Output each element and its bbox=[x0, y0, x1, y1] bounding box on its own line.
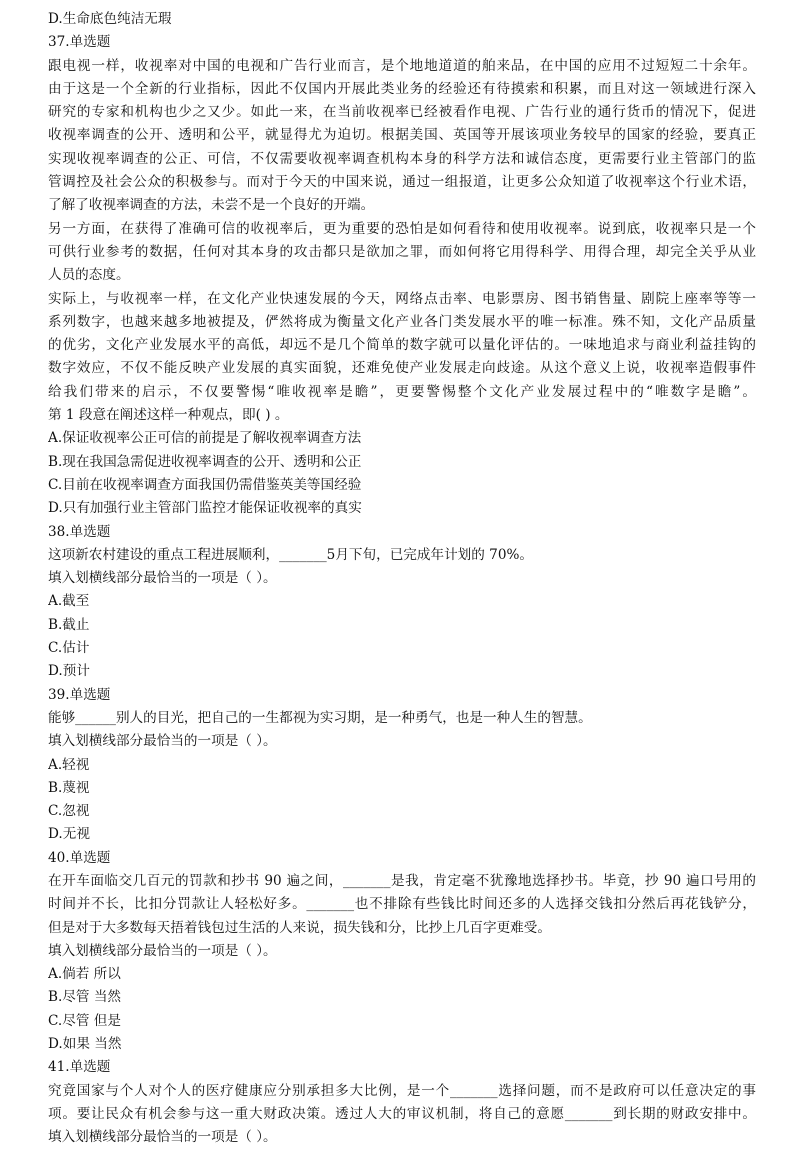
option-d[interactable]: D.只有加强行业主管部门监控才能保证收视率的真实 bbox=[48, 500, 362, 517]
passage-line: 研究的专家和机构也少之又少。如此一来，在当前收视率已经被看作电视、广告行业的通行货币的情况下，促进 bbox=[48, 104, 756, 121]
passage-line: 实际上，与收视率一样，在文化产业快速发展的今天，网络点击率、电影票房、图书销售量、剧院上座率等等一 bbox=[48, 290, 756, 307]
passage-line: 给我们带来的启示，不仅要警惕“唯收视率是瞻”，更要警惕整个文化产业发展过程中的“唯数字是瞻”。 bbox=[48, 383, 756, 400]
question-header: 37.单选题 bbox=[48, 34, 111, 51]
question-passage bbox=[48, 55, 756, 404]
passage-line: 实现收视率调查的公正、可信，不仅需要收视率调查机构本身的科学方法和诚信态度，更需要行业主管部门的监 bbox=[48, 150, 756, 167]
question-41 bbox=[48, 1056, 756, 1149]
passage-line: 可供行业参考的数据，任何对其本身的攻击都只是欲加之罪，而如何将它用得科学、用得合理，却完全关乎从业 bbox=[48, 243, 756, 260]
question-prompt: 填入划横线部分最恰当的一项是（ ）。 bbox=[48, 942, 277, 959]
question-prompt: 填入划横线部分最恰当的一项是（ ）。 bbox=[48, 733, 277, 750]
option-b[interactable]: B.尽管 当然 bbox=[48, 989, 122, 1006]
passage-line: 系列数字，也越来越多地被提及，俨然将成为衡量文化产业各门类发展水平的唯一标准。殊不知，文化产品质量 bbox=[48, 313, 756, 330]
question-37 bbox=[48, 31, 756, 520]
passage-line: 人员的态度。 bbox=[48, 267, 130, 284]
passage-line: 项。要让民众有机会参与这一重大财政决策。透过人大的审议机制，将自己的意愿_______到长期的财政安排中。 bbox=[48, 1105, 756, 1122]
option-d[interactable]: D.如果 当然 bbox=[48, 1036, 122, 1053]
question-40 bbox=[48, 847, 756, 1057]
passage-line: 收视率调查的公开、透明和公平，就显得尤为迫切。根据美国、英国等开展该项业务较早的国家的经验，要真正 bbox=[48, 127, 756, 144]
prev-question-option-d: D.生命底色纯洁无瑕 bbox=[48, 11, 172, 27]
passage-line: 了解了收视率调查的方法，未尝不是一个良好的开端。 bbox=[48, 197, 375, 214]
question-header: 41.单选题 bbox=[48, 1059, 111, 1076]
question-prompt: 填入划横线部分最恰当的一项是（ ）。 bbox=[48, 1129, 277, 1146]
question-prompt: 填入划横线部分最恰当的一项是（ ）。 bbox=[48, 570, 277, 587]
question-header: 40.单选题 bbox=[48, 849, 111, 866]
passage-line: 由于这是一个全新的行业指标，因此不仅国内开展此类业务的经验还有待摸索和积累，而且对这一领域进行深入 bbox=[48, 80, 756, 97]
option-c[interactable]: C.估计 bbox=[48, 640, 90, 657]
question-header: 39.单选题 bbox=[48, 686, 111, 703]
question-39 bbox=[48, 684, 756, 847]
passage-line: 但是对于大多数每天捂着钱包过生活的人来说，损失钱和分，比抄上几百字更难受。 bbox=[48, 919, 551, 936]
passage-line: 数字效应，不仅不能反映产业发展的真实面貌，还难免使产业发展走向歧途。从这个意义上说，收视率造假事件 bbox=[48, 360, 756, 377]
option-d[interactable]: D.预计 bbox=[48, 663, 90, 680]
option-b[interactable]: B.蔑视 bbox=[48, 779, 90, 796]
option-a[interactable]: A.截至 bbox=[48, 593, 90, 610]
option-d[interactable]: D.无视 bbox=[48, 826, 90, 843]
option-a[interactable]: A.倘若 所以 bbox=[48, 966, 121, 983]
option-b[interactable]: B.现在我国急需促进收视率调查的公开、透明和公正 bbox=[48, 453, 362, 470]
passage-line: 这项新农村建设的重点工程进展顺利，_______5月下旬，已完成年计划的 70%。 bbox=[48, 546, 533, 563]
option-b[interactable]: B.截止 bbox=[48, 616, 90, 633]
option-c[interactable]: C.尽管 但是 bbox=[48, 1012, 121, 1029]
passage-line: 在开车面临交几百元的罚款和抄书 90 遍之间，_______是我，肯定毫不犹豫地选择抄书。毕竟，抄 90 遍口号用的 bbox=[48, 872, 756, 889]
passage-line: 跟电视一样，收视率对中国的电视和广告行业而言，是个地地道道的舶来品，在中国的应用不过短短二十余年。 bbox=[48, 57, 756, 74]
passage-line: 另一方面，在获得了准确可信的收视率后，更为重要的恐怕是如何看待和使用收视率。说到底，收视率只是一个 bbox=[48, 220, 756, 237]
option-c[interactable]: C.目前在收视率调查方面我国仍需借鉴英美等国经验 bbox=[48, 476, 362, 493]
option-c[interactable]: C.忽视 bbox=[48, 803, 90, 820]
option-a[interactable]: A.轻视 bbox=[48, 756, 90, 773]
passage-line: 究竟国家与个人对个人的医疗健康应分别承担多大比例，是一个_______选择问题，而不是政府可以任意决定的事 bbox=[48, 1082, 756, 1099]
passage-line: 的优劣，文化产业发展水平的高低，却远不是几个简单的数字就可以量化评估的。一味地追求与商业利益挂钩的 bbox=[48, 337, 756, 354]
passage-line: 管调控及社会公众的积极参与。而对于今天的中国来说，通过一组报道，让更多公众知道了收视率这个行业术语， bbox=[48, 174, 756, 191]
passage-line: 时间并不长，比扣分罚款让人轻松好多。_______也不排除有些钱比时间还多的人选择交钱扣分然后再花钱铲分， bbox=[48, 896, 756, 913]
passage-line: 能够______别人的目光，把自己的一生都视为实习期，是一种勇气，也是一种人生的智慧。 bbox=[48, 709, 592, 726]
question-header: 38.单选题 bbox=[48, 523, 111, 540]
option-a[interactable]: A.保证收视率公正可信的前提是了解收视率调查方法 bbox=[48, 430, 362, 447]
question-38 bbox=[48, 521, 756, 684]
question-prompt: 第 1 段意在阐述这样一种观点，即( ) 。 bbox=[48, 407, 289, 424]
